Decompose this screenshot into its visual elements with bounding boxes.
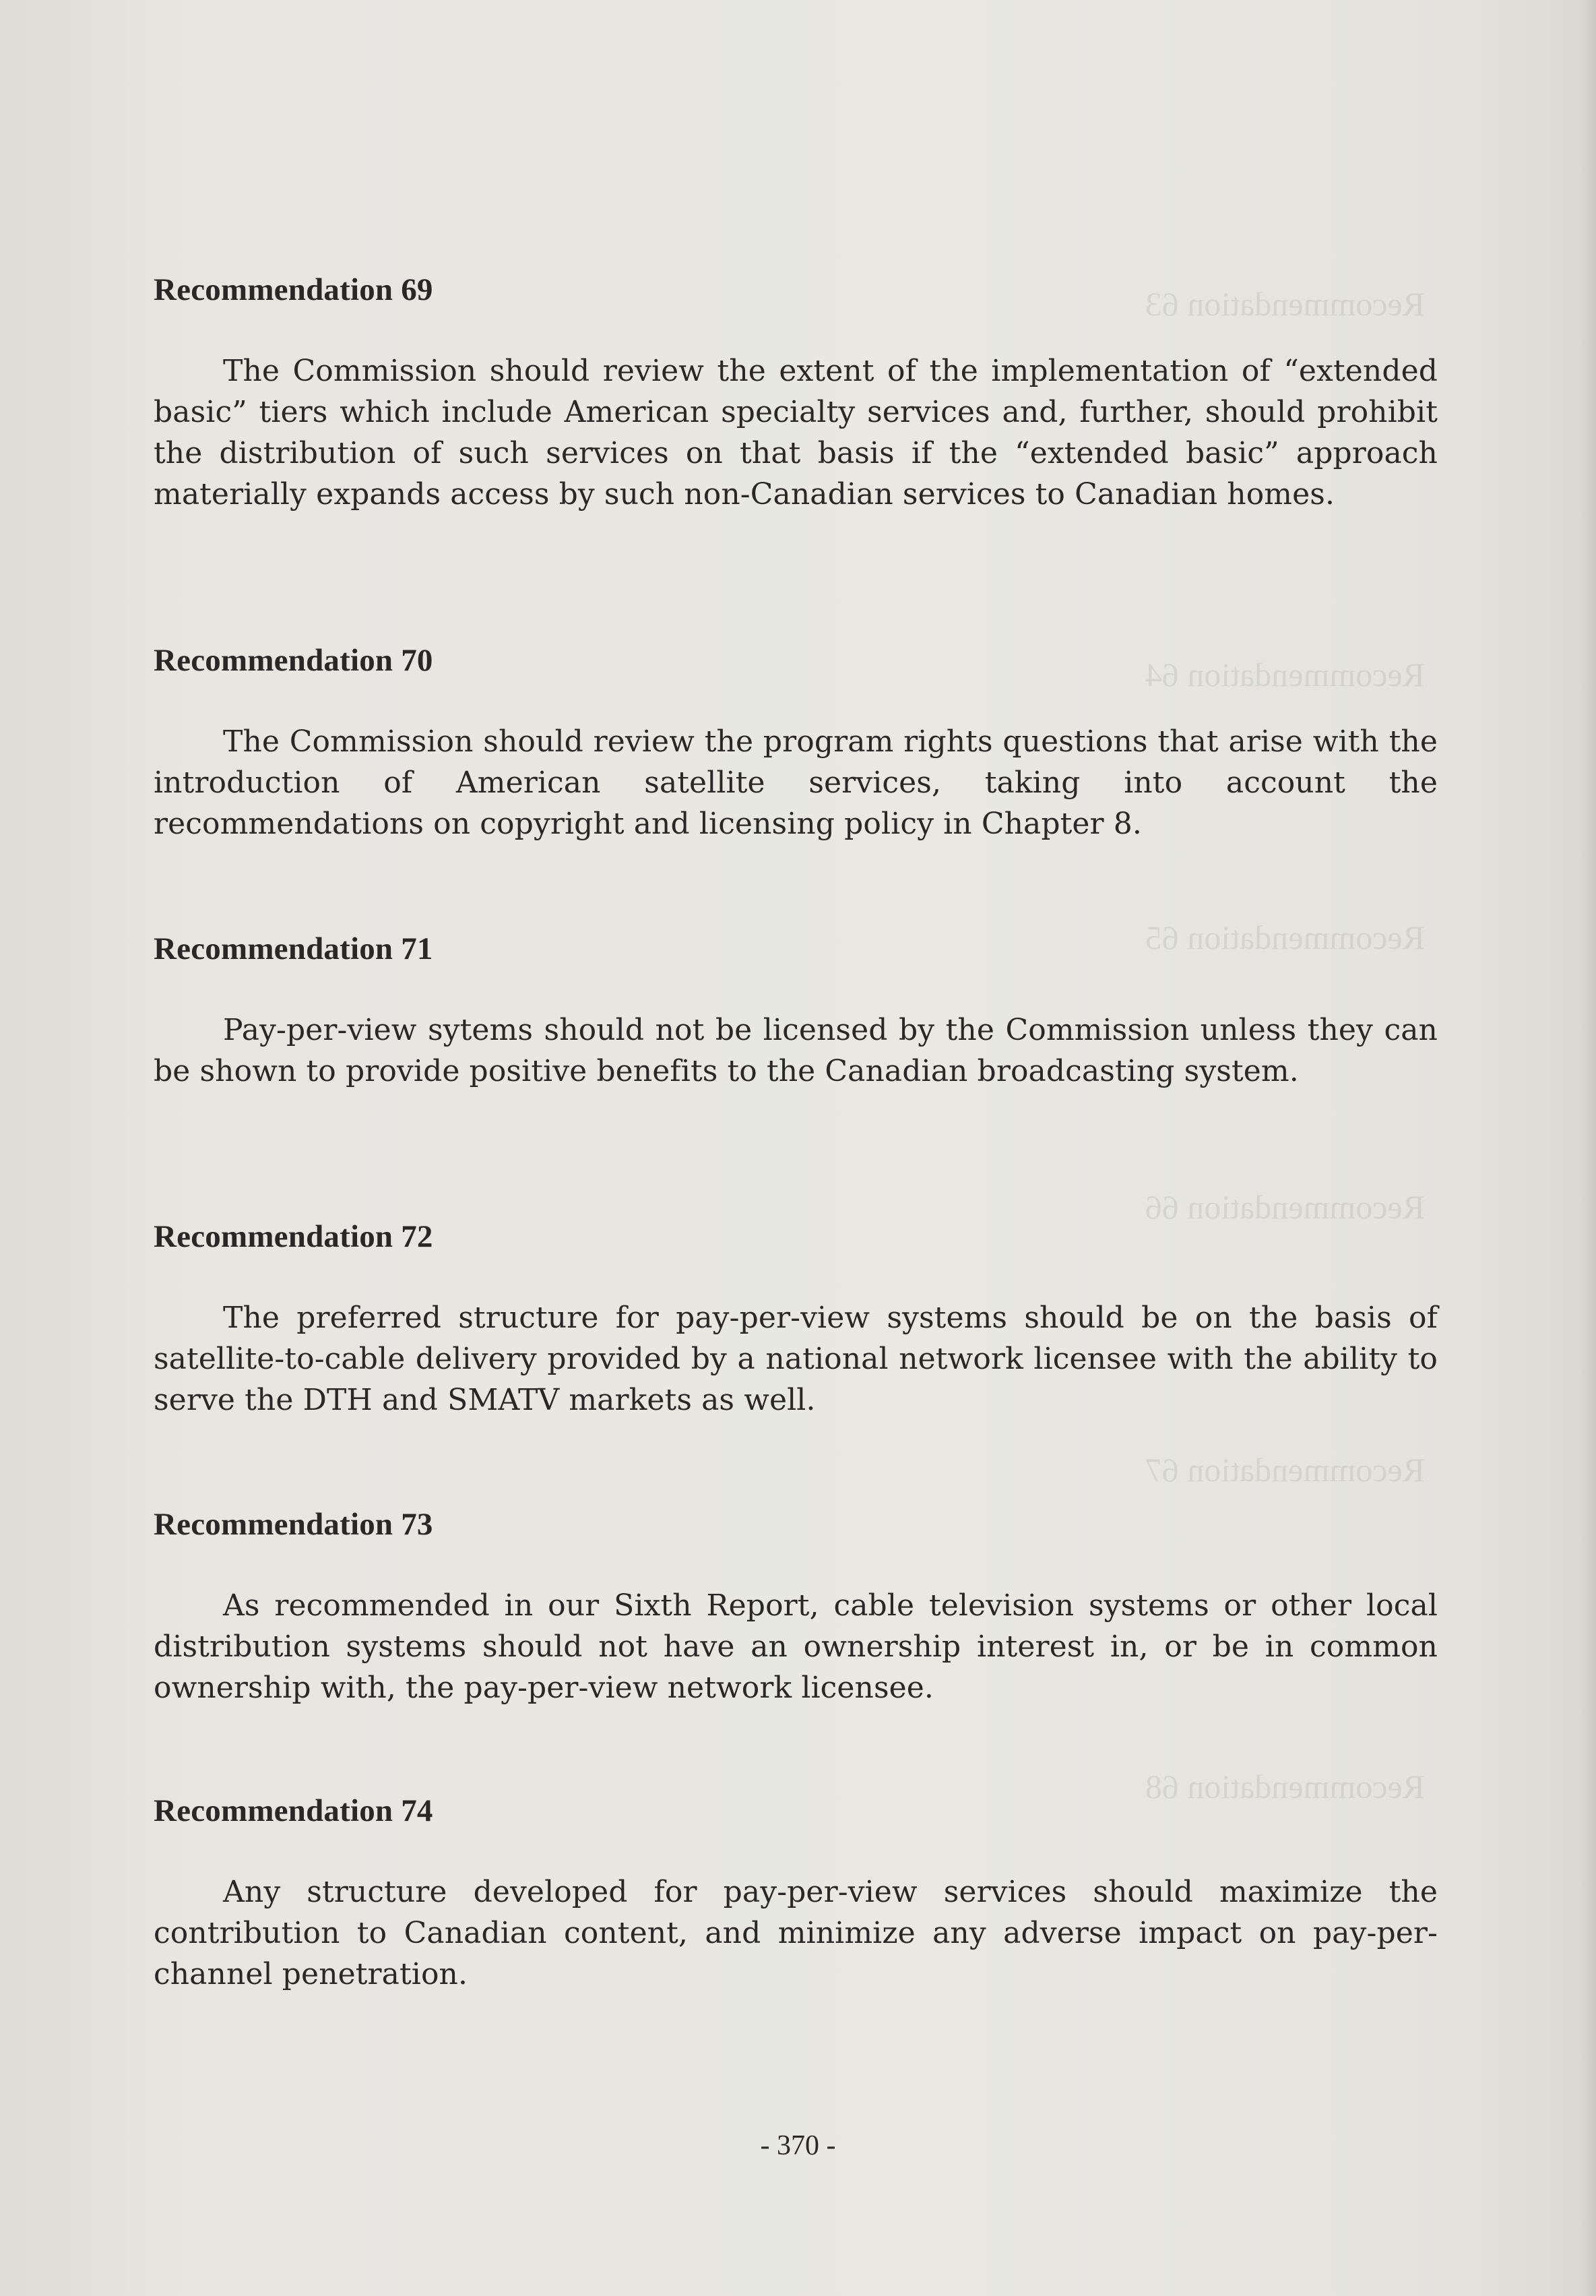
- recommendation-text: Pay-per-view sytems should not be licensed by the Commission unless they can be shown to provide positive benefits to the Canadian broadcasting system.: [154, 1013, 1438, 1088]
- recommendation-heading: Recommendation 74: [154, 1793, 433, 1828]
- bleed-heading: Recommendation 66: [1145, 1188, 1425, 1226]
- recommendation-heading: Recommendation 71: [154, 931, 433, 966]
- recommendation-71: [154, 929, 1438, 1092]
- recommendation-69: [154, 270, 1438, 515]
- recommendation-73: [154, 1504, 1438, 1708]
- page-number: - 370 -: [760, 2130, 836, 2161]
- recommendation-heading: Recommendation 72: [154, 1219, 433, 1254]
- recommendation-heading: Recommendation 73: [154, 1507, 433, 1542]
- bleed-heading: Recommendation 65: [1145, 919, 1425, 956]
- bleed-heading: Recommendation 64: [1145, 656, 1425, 693]
- bleed-heading: Recommendation 68: [1145, 1768, 1425, 1805]
- recommendation-70: [154, 640, 1438, 844]
- recommendation-text: As recommended in our Sixth Report, cable television systems or other local distribution systems should not have an ownership interest in, or be in common ownership with, the pay-per-view network licensee.: [154, 1588, 1438, 1705]
- recommendation-heading: Recommendation 70: [154, 643, 433, 678]
- page-edge-shadow: [1578, 0, 1596, 2296]
- bleed-heading: Recommendation 63: [1145, 285, 1425, 323]
- recommendation-text: The preferred structure for pay-per-view systems should be on the basis of satellite-to-cable delivery provided by a national network licensee with the ability to serve the DTH and SMATV markets as well.: [154, 1301, 1438, 1417]
- recommendation-text: The Commission should review the extent of the implementation of “extended basic” tiers which include American specialty services and, further, should prohibit the distribution of such services on that basis if the “extended basic” approach materially expands access by such non-Canadian services to Canadian homes.: [154, 354, 1438, 511]
- recommendation-heading: Recommendation 69: [154, 272, 433, 307]
- recommendation-text: The Commission should review the program rights questions that arise with the introduction of American satellite services, taking into account the recommendations on copyright and licensing policy in Chapter 8.: [154, 724, 1438, 841]
- bleed-heading: Recommendation 67: [1145, 1451, 1425, 1489]
- recommendation-74: [154, 1791, 1438, 1995]
- recommendation-72: [154, 1216, 1438, 1421]
- recommendation-text: Any structure developed for pay-per-view services should maximize the contribution to Canadian content, and minimize any adverse impact on pay-per-channel penetration.: [154, 1875, 1438, 1991]
